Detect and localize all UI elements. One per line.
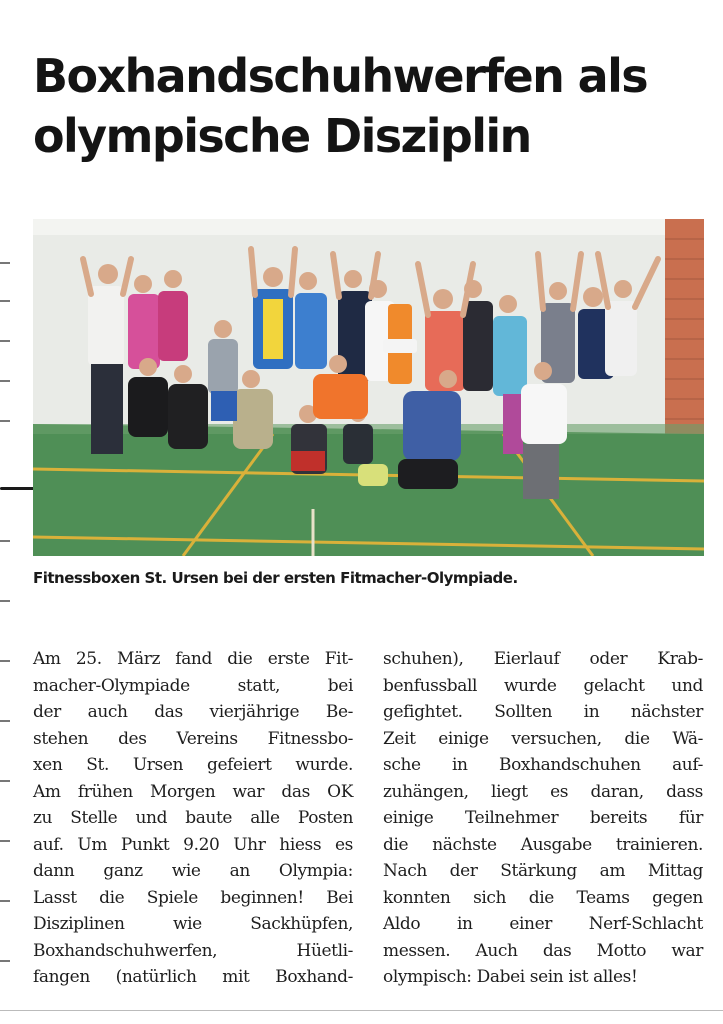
article-photo: [33, 219, 704, 556]
margin-mark: [0, 960, 10, 962]
body-line: Aldo in einer Nerf-Schlacht: [383, 914, 703, 934]
body-line: zuhängen, liegt es daran, dass: [383, 781, 703, 802]
body-line: Boxhandschuhwerfen, Hüetli-: [33, 940, 353, 961]
ceiling-strip: [33, 219, 704, 235]
body-line: gefightet. Sollten in nächster: [383, 702, 703, 722]
body-line: einige Teilnehmer bereits für: [383, 808, 703, 828]
margin-mark: [0, 300, 10, 302]
body-line: fangen (natürlich mit Boxhand-: [33, 967, 353, 987]
body-line: der auch das vierjährige Be-: [33, 702, 353, 722]
margin-mark: [0, 420, 10, 422]
body-line: Nach der Stärkung am Mittag: [383, 861, 703, 881]
body-line: Am 25. März fand die erste Fit-: [33, 649, 353, 669]
margin-mark: [0, 660, 10, 662]
article-body-column-left: [33, 646, 353, 991]
body-line: Disziplinen wie Sackhüpfen,: [33, 914, 353, 934]
margin-mark: [0, 380, 10, 382]
margin-mark: [0, 262, 10, 264]
body-line: auf. Um Punkt 9.20 Uhr hiess es: [33, 834, 353, 855]
margin-mark: [0, 720, 10, 722]
body-line: zu Stelle und baute alle Posten: [33, 808, 353, 828]
margin-mark: [0, 900, 10, 902]
article-body-column-right: [383, 646, 703, 991]
margin-mark: [0, 540, 10, 542]
margin-mark: [0, 600, 10, 602]
margin-mark: [0, 780, 10, 782]
page-bottom-rule: [0, 1010, 723, 1011]
body-line: konnten sich die Teams gegen: [383, 887, 703, 908]
headline-line-2: olympische Disziplin: [33, 109, 531, 163]
body-line: schuhen), Eierlauf oder Krab-: [383, 649, 703, 669]
brick-pillar: [665, 219, 704, 434]
photo-caption: Fitnessboxen St. Ursen bei der ersten Fitmacher-Olympiade.: [33, 569, 518, 587]
body-line: xen St. Ursen gefeiert wurde.: [33, 755, 353, 775]
body-line: benfussball wurde gelacht und: [383, 675, 703, 696]
group-photo-illustration: [33, 219, 704, 556]
headline-line-1: Boxhandschuhwerfen als: [33, 49, 648, 103]
body-line: Lasst die Spiele beginnen! Bei: [33, 887, 353, 908]
body-line: macher-Olympiade statt, bei: [33, 675, 353, 696]
margin-mark: [0, 340, 10, 342]
body-line: Zeit einige versuchen, die Wä-: [383, 728, 703, 749]
body-line: olympisch: Dabei sein ist alles!: [383, 967, 638, 987]
body-line: die nächste Ausgabe trainieren.: [383, 834, 703, 855]
article-headline: [33, 46, 703, 166]
body-line: messen. Auch das Motto war: [383, 940, 703, 961]
body-line: dann ganz wie an Olympia:: [33, 861, 353, 881]
body-line: Am frühen Morgen war das OK: [33, 781, 353, 802]
body-line: sche in Boxhandschuhen auf-: [383, 755, 703, 775]
margin-mark: [0, 840, 10, 842]
body-line: stehen des Vereins Fitnessbo-: [33, 728, 353, 749]
